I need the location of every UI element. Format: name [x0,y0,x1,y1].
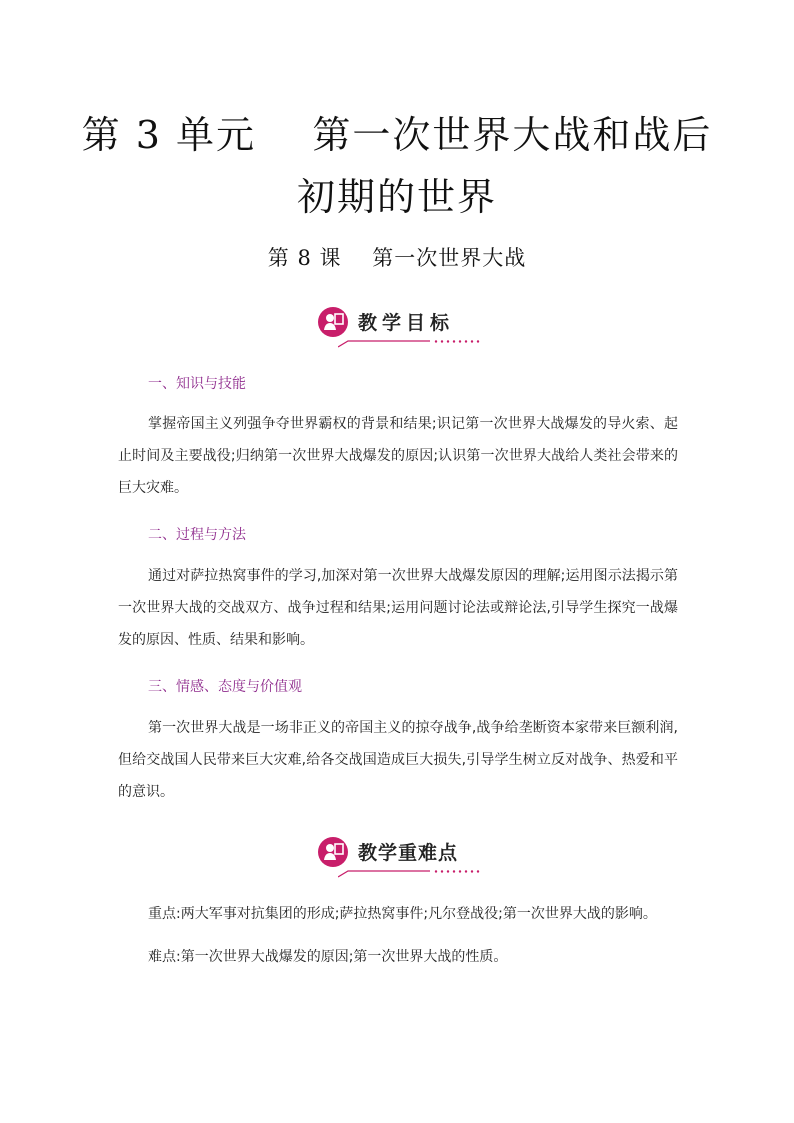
unit-title-line-2: 初期的世界 [296,175,497,219]
unit-title-line-1: 第 3 单元 第一次世界大战和战后 [81,113,713,157]
key-point-difficulty: 难点:第一次世界大战爆发的原因;第一次世界大战的性质。 [148,949,508,965]
decorative-underline [338,870,488,878]
teaching-objectives-badge [318,304,488,348]
paragraph-values: 第一次世界大战是一场非正义的帝国主义的掠夺战争,战争给垄断资本家带来巨额利润,但给交战国人民带来巨大灾难,给各交战国造成巨大损失,引导学生树立反对战争、热爱和平的意识。 [118,720,678,800]
badge-label: 教学目标 [358,312,455,334]
paragraph-process: 通过对萨拉热窝事件的学习,加深对第一次世界大战爆发原因的理解;运用图示法揭示第一次世界大战的交战双方、战争过程和结果;运用问题讨论法或辩论法,引导学生探究一战爆发的原因、性质、结果和影响。 [118,568,678,648]
section-heading-knowledge: 一、知识与技能 [148,376,246,392]
teacher-icon [318,837,348,867]
badge-label: 教学重难点 [358,842,459,864]
key-points-badge [318,834,488,878]
lesson-title: 第 8 课 第一次世界大战 [267,246,527,270]
paragraph-knowledge: 掌握帝国主义列强争夺世界霸权的背景和结果;识记第一次世界大战爆发的导火索、起止时间及主要战役;归纳第一次世界大战爆发的原因;认识第一次世界大战给人类社会带来的巨大灾难。 [118,416,678,496]
teacher-icon [318,307,348,337]
section-heading-values: 三、情感、态度与价值观 [148,679,302,695]
decorative-underline [338,340,488,348]
section-heading-process: 二、过程与方法 [148,527,246,543]
key-point-emphasis: 重点:两大军事对抗集团的形成;萨拉热窝事件;凡尔登战役;第一次世界大战的影响。 [148,906,657,922]
